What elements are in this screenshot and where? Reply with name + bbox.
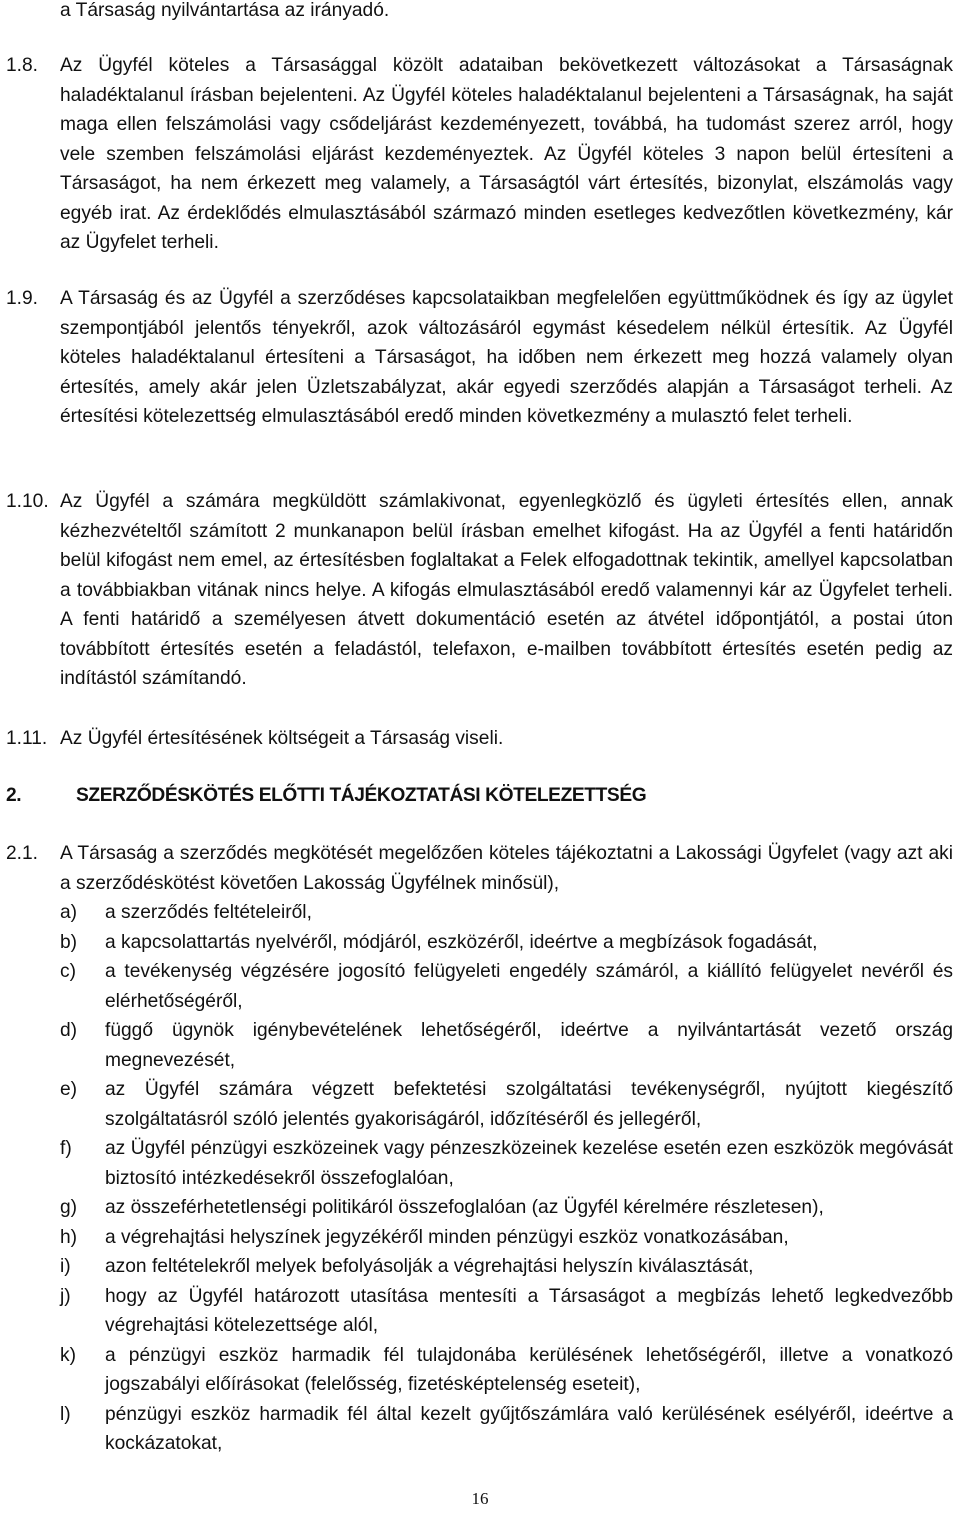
list-item-text: hogy az Ügyfél határozott utasítása mentesíti a Társaságot a megbízás lehető legkedvezőbb végrehajtási kötelezettsége alól, [105, 1285, 953, 1336]
paragraph-2-1 [6, 839, 953, 898]
paragraph-1-11 [6, 724, 953, 754]
paragraph-text: Az Ügyfél a számára megküldött számlakivonat, egyenlegközlő és ügyleti értesítés ellen, annak kézhezvételtől számított 2 munkanapon belül írásban emelhet kifogást. Ha az Ügyfél a fenti határidőn belül kifogást nem emel, az értesítésben foglaltakat a Felek elfogadottnak tekintik, amellyel kapcsolatban a továbbiakban vitának nincs helye. A kifogás elmulasztásából eredő valamennyi kár az Ügyfelet terheli. A fenti határidő a személyesen átvett dokumentáció esetén az átvétel időpontjától, a postai úton továbbított értesítés esetén a feladástól, telefaxon, e-mailben továbbított értesítés esetén pedig az indítástól számítandó. [60, 491, 953, 689]
list-item-letter: e) [60, 1079, 78, 1100]
list-item [60, 1252, 953, 1282]
list-item-text: a szerződés feltételeiről, [105, 902, 312, 923]
section-number: 2. [6, 785, 22, 806]
list-item [60, 1400, 953, 1459]
section-title: SZERZŐDÉSKÖTÉS ELŐTTI TÁJÉKOZTATÁSI KÖTELEZETTSÉG [76, 785, 647, 806]
list-item-text: függő ügynök igénybevételének lehetőségéről, ideértve a nyilvántartását vezető ország megnevezését, [105, 1020, 953, 1071]
paragraph-text: Az Ügyfél köteles a Társasággal közölt adataiban bekövetkezett változásokat a Társaságnak haladéktalanul írásban bejelenteni. Az Ügyfél köteles haladéktalanul bejelenteni a Társaságnak, ha saját maga ellen felszámolási vagy csődeljárást kezdeményezett, továbbá, ha tudomást szerez arról, hogy vele szemben felszámolási eljárást kezdeményeztek. Az Ügyfél köteles 3 napon belül értesíteni a Társaságot, ha nem érkezett meg valamely, a Társaságtól várt értesítés, bizonylat, elszámolás vagy egyéb irat. Az érdeklődés elmulasztásából származó minden esetleges kedvezőtlen következmény, kár az Ügyfelet terheli. [60, 55, 953, 253]
list-item-letter: c) [60, 961, 76, 982]
list-item-letter: f) [60, 1138, 72, 1159]
list-item-text: a pénzügyi eszköz harmadik fél tulajdonába kerülésének lehetőségéről, illetve a vonatkozó jogszabályi előírásokat (felelősség, fizetésképtelenség eseteit), [105, 1344, 953, 1395]
continued-text-line: a Társaság nyilvántartása az irányadó. [60, 0, 390, 21]
paragraph-1-9 [6, 284, 953, 432]
list-item-text: a végrehajtási helyszínek jegyzékéről minden pénzügyi eszköz vonatkozásában, [105, 1226, 789, 1248]
list-item-text: pénzügyi eszköz harmadik fél által kezelt gyűjtőszámlára való kerülésének esélyéről, ideértve a kockázatokat, [105, 1403, 953, 1454]
list-item-letter: g) [60, 1197, 78, 1218]
list-item-letter: b) [60, 931, 78, 953]
list-item-letter: d) [60, 1020, 78, 1041]
list-item-letter: j) [60, 1285, 71, 1307]
list-item [60, 957, 953, 1016]
paragraph-number: 1.11. [6, 728, 48, 749]
list-item-text: a tevékenység végzésére jogosító felügyeleti engedély számáról, a kiállító felügyelet nevéről és elérhetőségéről, [105, 961, 953, 1012]
list-item [60, 898, 953, 928]
list-item [60, 928, 953, 958]
list-item [60, 1075, 953, 1134]
paragraph-text: A Társaság a szerződés megkötését megelőzően köteles tájékoztatni a Lakossági Ügyfelet (vagy azt aki a szerződéskötést követően Lakosság Ügyfélnek minősül), [60, 843, 953, 894]
paragraph-1-8 [6, 51, 953, 258]
list-item [60, 1193, 953, 1223]
paragraph-number: 1.10. [6, 491, 49, 512]
list-item [60, 1134, 953, 1193]
paragraph-text: A Társaság és az Ügyfél a szerződéses kapcsolataikban megfelelően együttműködnek és így az ügylet szempontjából jelentős tényekről, azok változásáról egymást késedelem nélkül értesítik. Az Ügyfél köteles haladéktalanul értesíteni a Társaságot, ha időben nem érkezett meg hozzá valamely olyan értesítés, amely akár jelen Üzletszabályzat, akár egyedi szerződés alapján a Társaságot terheli. Az értesítési kötelezettség elmulasztásából eredő minden következmény a mulasztó felet terheli. [60, 288, 953, 427]
list-item-text: az összeférhetetlenségi politikáról összefoglalóan (az Ügyfél kérelmére részletesen), [105, 1197, 824, 1218]
paragraph-1-10 [6, 487, 953, 694]
list-item [60, 1282, 953, 1341]
list-item-letter: a) [60, 902, 78, 923]
list-item-letter: k) [60, 1344, 76, 1366]
list-item [60, 1223, 953, 1253]
paragraph-number: 1.9. [6, 288, 39, 309]
paragraph-number: 1.8. [6, 55, 39, 76]
list-item-letter: l) [60, 1403, 71, 1425]
list-item-text: azon feltételekről melyek befolyásolják a végrehajtási helyszín kiválasztását, [105, 1256, 754, 1277]
list-item-text: az Ügyfél számára végzett befektetési szolgáltatási tevékenységről, nyújtott kiegészítő szolgáltatásról szóló jelentés gyakoriságáról, időzítéséről és jellegéről, [105, 1079, 953, 1130]
page-number: 16 [471, 1489, 489, 1508]
list-item [60, 1016, 953, 1075]
list-item-letter: i) [60, 1256, 71, 1277]
paragraph-text: Az Ügyfél értesítésének költségeit a Társaság viseli. [60, 728, 504, 749]
obligation-list [60, 898, 953, 1459]
list-item-text: a kapcsolattartás nyelvéről, módjáról, eszközéről, ideértve a megbízások fogadását, [105, 931, 818, 953]
paragraph-number: 2.1. [6, 843, 39, 864]
list-item-letter: h) [60, 1226, 78, 1248]
section-heading [6, 781, 906, 811]
list-item-text: az Ügyfél pénzügyi eszközeinek vagy pénzeszközeinek kezelése esetén ezen eszközök megóvását biztosító intézkedésekről összefoglalóan, [105, 1138, 953, 1189]
list-item [60, 1341, 953, 1400]
